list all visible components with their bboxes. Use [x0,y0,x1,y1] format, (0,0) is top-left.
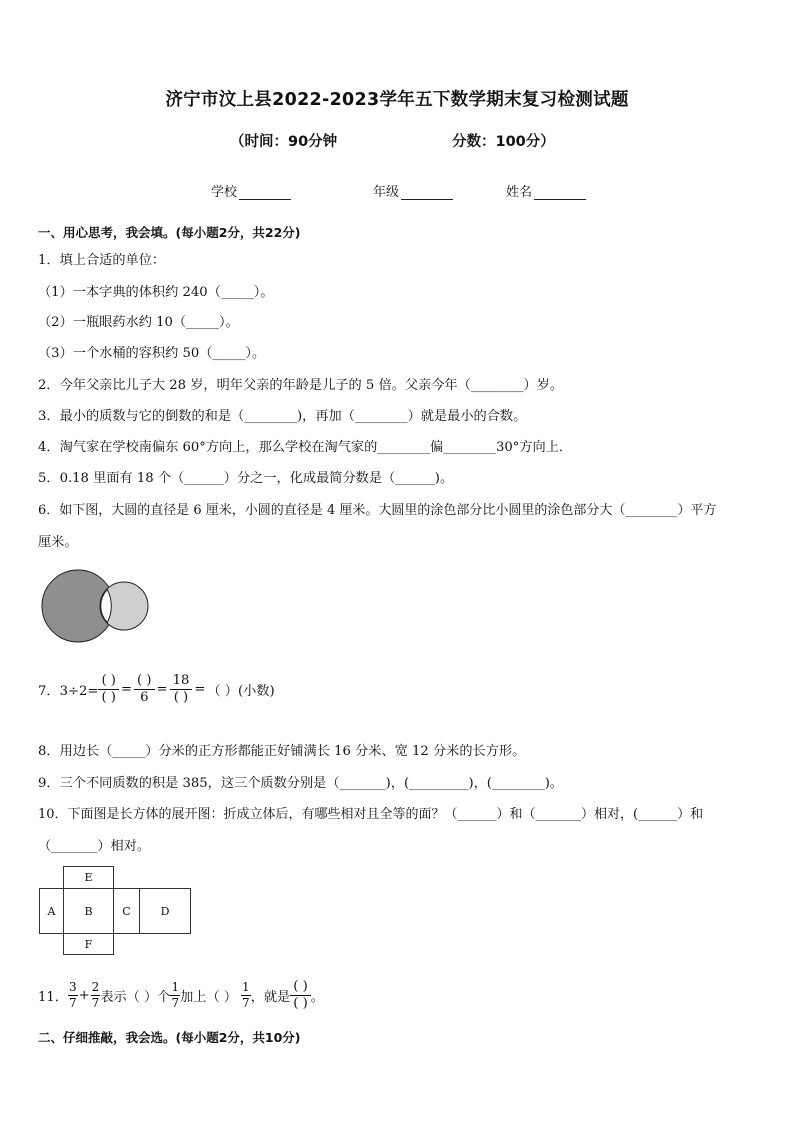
q7-f2-num: ( ) [134,673,154,689]
q11-f1-den: 7 [68,995,77,1010]
q11-f4-den: 7 [242,995,250,1010]
section-1-heading: 一、用心思考，我会填。(每小题2分，共22分) [38,225,301,240]
q7-fraction-1 [98,673,118,704]
q11-mid-1: 表示（ ）个 [100,989,171,1005]
q11-f3-num: 1 [171,980,180,995]
question-4: 4．淘气家在学校南偏东 60°方向上，那么学校在淘气家的________偏________30°方向上． [38,440,573,455]
q11-answer-fraction [290,979,310,1010]
q7-fraction-2 [134,673,154,704]
q11-ans-num: ( ) [290,979,310,995]
q11-fraction-1 [68,980,78,1010]
name-blank[interactable] [534,186,586,200]
name-label: 姓名 [506,185,533,200]
question-1-stem: 1．填上合适的单位： [38,253,166,268]
question-1-sub-2: （2）一瓶眼药水约 10（_____）。 [38,315,239,330]
q7-eq-2: = [156,681,168,697]
q11-prefix: 11． [38,989,68,1005]
q7-f1-num: ( ) [98,673,118,689]
grade-field [373,181,453,200]
question-10-line-2: （_______）相对。 [38,839,151,854]
q7-f3-num: 18 [170,673,193,689]
q11-fraction-4 [241,980,251,1010]
net-face-a: A [39,888,64,934]
circles-figure [40,566,155,646]
question-6-line-2: 厘米。 [38,535,78,550]
q11-f4-num: 1 [242,980,250,995]
net-face-c: C [113,888,140,934]
school-field [211,181,291,200]
question-6-line-1: 6．如下图，大圆的直径是 6 厘米，小圆的直径是 4 厘米。大圆里的涂色部分比小圆里的涂色部分大（________）平方 [38,503,717,518]
question-1-sub-3: （3）一个水桶的容积约 50（_____）。 [38,346,266,361]
question-1-sub-1: （1）一本字典的体积约 240（_____）。 [38,285,274,300]
q11-fraction-3 [170,980,180,1010]
net-face-b: B [63,888,114,934]
q7-f3-den: ( ) [173,689,189,705]
q11-mid-2: 加上（ ） [180,989,238,1005]
q7-fraction-3 [170,673,193,704]
q7-f1-den: ( ) [101,689,116,705]
page-title: 济宁市汶上县2022-2023学年五下数学期末复习检测试题 [165,90,629,110]
question-5: 5．0.18 里面有 18 个（______）分之一，化成最简分数是（______)。 [38,471,454,486]
q11-end: 。 [310,989,324,1005]
q7-eq-1: = [120,681,133,697]
exam-time: （时间：90分钟 [230,134,338,150]
q11-f2-den: 7 [91,995,100,1010]
q11-mid-3: ，就是 [250,989,291,1005]
q11-plus: + [78,987,90,1003]
q7-tail: （ ）(小数) [207,683,275,699]
exam-score: 分数：100分） [452,134,555,150]
section-2-heading: 二、仔细推敲，我会选。(每小题2分，共10分) [38,1030,301,1045]
question-10-line-1: 10．下面图是长方体的展开图：折成立体后，有哪些相对且全等的面？（______）和（_______）相对，(______）和 [38,807,704,822]
grade-blank[interactable] [401,186,453,200]
question-9: 9．三个不同质数的积是 385，这三个质数分别是（_______)，(_________)，(________)。 [38,776,564,791]
q11-f3-den: 7 [171,995,180,1010]
question-7 [38,665,275,713]
net-face-d: D [139,888,191,934]
question-2: 2．今年父亲比儿子大 28 岁，明年父亲的年龄是儿子的 5 倍。父亲今年（________）岁。 [38,378,564,393]
question-11 [38,972,324,1018]
q7-f2-den: 6 [140,689,149,705]
grade-label: 年级 [373,185,400,200]
q11-f1-num: 3 [68,980,77,995]
q7-prefix: 7．3÷2= [38,683,99,699]
q11-ans-den: ( ) [293,995,308,1011]
question-8: 8．用边长（_____）分米的正方形都能正好铺满长 16 分米、宽 12 分米的长方形。 [38,744,526,759]
question-3: 3．最小的质数与它的倒数的和是（________)，再加（________）就是最小的合数。 [38,409,527,424]
q11-f2-num: 2 [91,980,100,995]
q7-eq-3: = [194,681,206,697]
school-blank[interactable] [239,186,291,200]
net-face-e: E [63,866,114,889]
net-face-f: F [63,933,114,955]
q11-fraction-2 [91,980,101,1010]
name-field [506,181,586,200]
school-label: 学校 [211,185,238,200]
